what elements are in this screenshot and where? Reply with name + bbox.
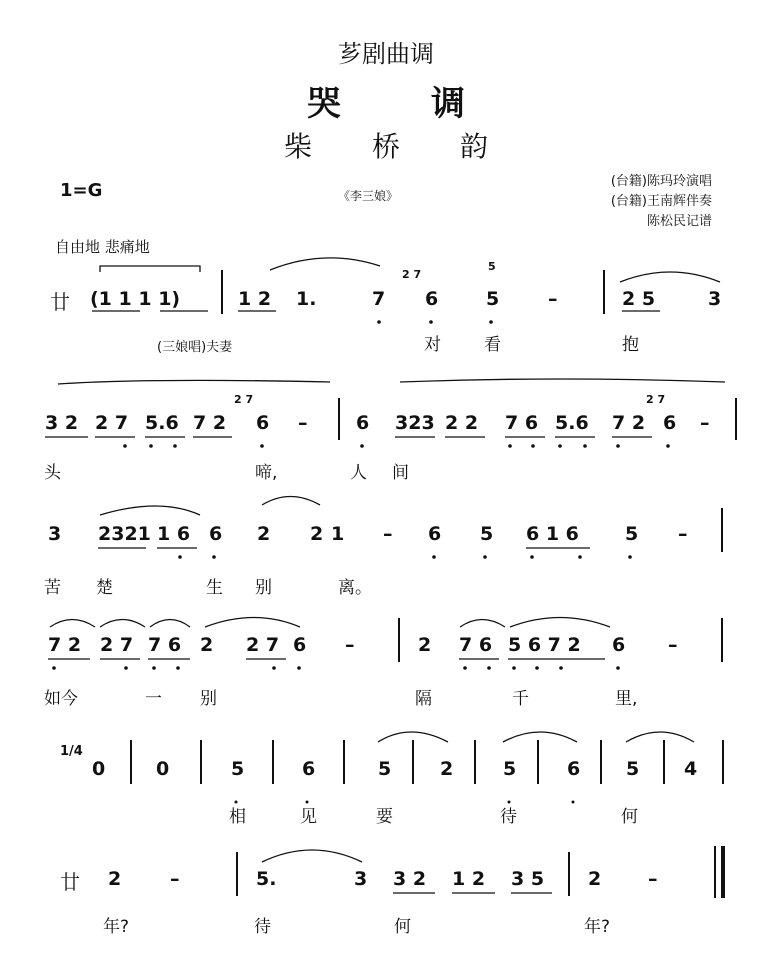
lyric: 里,	[615, 689, 638, 709]
note-group: 5	[626, 758, 640, 780]
opera-name: 《李三娘》	[338, 189, 399, 203]
note-group: 5	[625, 523, 639, 545]
note-group: 7 6	[459, 634, 493, 656]
note-group: 5.	[256, 868, 277, 890]
note-group: 3	[708, 288, 722, 310]
note-group: 1 2	[452, 868, 486, 890]
note-group: –	[345, 634, 355, 656]
note-group: 3 2	[393, 868, 427, 890]
note-group: 7 2	[612, 412, 646, 434]
note-group: 6	[256, 412, 270, 434]
grace-note: 2 7	[646, 393, 666, 406]
note-group: 6	[356, 412, 370, 434]
note-group: (1 1 1 1)	[90, 288, 181, 310]
note-group: 7	[372, 288, 386, 310]
note-group: 6	[302, 758, 316, 780]
note-group: 廿	[60, 870, 80, 894]
note-group: 2	[440, 758, 454, 780]
grace-note: 2 7	[234, 393, 254, 406]
grace-note: 5	[488, 260, 496, 273]
note-group: 3 5	[511, 868, 545, 890]
note-group: 323	[395, 412, 435, 434]
lyric: 相	[229, 807, 246, 827]
note-group: 2	[200, 634, 214, 656]
lyric: 年?	[103, 917, 130, 937]
lyric: 间	[392, 463, 409, 483]
lyric: 年?	[584, 917, 611, 937]
credit-singer: (台籍)陈玛玲演唱	[610, 174, 712, 189]
note-group: 2	[257, 523, 271, 545]
note-group: –	[383, 523, 393, 545]
note-group: 5	[480, 523, 494, 545]
lyric: 楚	[96, 578, 113, 598]
note-group: 1.	[296, 288, 317, 310]
note-group: –	[170, 868, 180, 890]
lyric: 如今	[44, 689, 78, 709]
note-group: 2	[108, 868, 122, 890]
grace-note: 2 7	[402, 268, 422, 281]
note-group: 2 5	[622, 288, 656, 310]
note-group: 5	[486, 288, 500, 310]
lyric: 对	[424, 335, 441, 355]
note-group: 3 2	[45, 412, 79, 434]
note-group: 0	[92, 758, 106, 780]
note-group: –	[668, 634, 678, 656]
score-subtitle: 柴桥韵	[283, 130, 548, 163]
lyric: 何	[394, 917, 411, 937]
note-group: 2	[418, 634, 432, 656]
note-group: 7 2	[48, 634, 82, 656]
note-group: 5.6	[145, 412, 179, 434]
note-group: –	[700, 412, 710, 434]
note-group: 5	[503, 758, 517, 780]
note-group: 0	[156, 758, 170, 780]
note-group: 6	[425, 288, 439, 310]
lyric: 待	[254, 917, 271, 937]
lyric: 人	[350, 463, 367, 483]
lyric: 苦	[44, 578, 61, 598]
note-group: 5.6	[555, 412, 589, 434]
note-group: 2321	[98, 523, 151, 545]
note-group: –	[678, 523, 688, 545]
note-group: 5 6 7 2	[508, 634, 581, 656]
note-group: –	[298, 412, 308, 434]
note-group: 3	[48, 523, 62, 545]
note-group: 5	[231, 758, 245, 780]
lyric: 千	[512, 689, 529, 709]
lyric: 要	[376, 807, 393, 827]
score-title: 哭调	[307, 84, 555, 124]
lyric: 见	[300, 807, 317, 827]
note-group: 廿	[50, 290, 70, 314]
lyric: (三娘唱)夫妻	[157, 340, 233, 355]
note-group: 2	[310, 523, 324, 545]
note-group: 7 6	[505, 412, 539, 434]
lyric: 生	[206, 578, 223, 598]
note-group: –	[548, 288, 558, 310]
note-group: 6 1 6	[526, 523, 579, 545]
lyric: 隔	[415, 689, 432, 709]
tempo-marking: 自由地 悲痛地	[55, 238, 150, 256]
note-group: 5	[378, 758, 392, 780]
lyric: 离。	[338, 578, 372, 598]
note-group: 6	[209, 523, 223, 545]
note-group: –	[648, 868, 658, 890]
lyric: 何	[621, 807, 638, 827]
note-group: 2	[588, 868, 602, 890]
note-group: 6	[293, 634, 307, 656]
time-signature: 1/4	[60, 744, 83, 759]
note-group: 2 7	[246, 634, 280, 656]
lyric: 头	[44, 463, 61, 483]
note-group: 2 7	[100, 634, 134, 656]
note-group: 1 2	[238, 288, 272, 310]
lyric: 别	[255, 578, 272, 598]
note-group: 2 7	[95, 412, 129, 434]
credit-transcriber: 陈松民记谱	[646, 214, 712, 229]
note-group: 7 6	[148, 634, 182, 656]
lyric: 待	[500, 807, 517, 827]
lyric: 啼,	[255, 463, 278, 483]
score-genre: 芗剧曲调	[338, 40, 434, 68]
note-group: 6	[612, 634, 626, 656]
lyric: 抱	[622, 335, 639, 355]
note-group: 6	[428, 523, 442, 545]
note-group: 1 6	[157, 523, 191, 545]
credit-accompanist: (台籍)王南辉伴奏	[610, 194, 712, 209]
key-signature: 1=G	[60, 180, 103, 201]
note-group: 2 2	[445, 412, 479, 434]
lyric: 一	[145, 689, 162, 709]
note-group: 1	[331, 523, 345, 545]
lyric: 看	[484, 335, 501, 355]
note-group: 3	[354, 868, 368, 890]
note-group: 6	[567, 758, 581, 780]
note-group: 4	[684, 758, 698, 780]
lyric: 别	[200, 689, 217, 709]
note-group: 7 2	[193, 412, 227, 434]
note-group: 6	[663, 412, 677, 434]
